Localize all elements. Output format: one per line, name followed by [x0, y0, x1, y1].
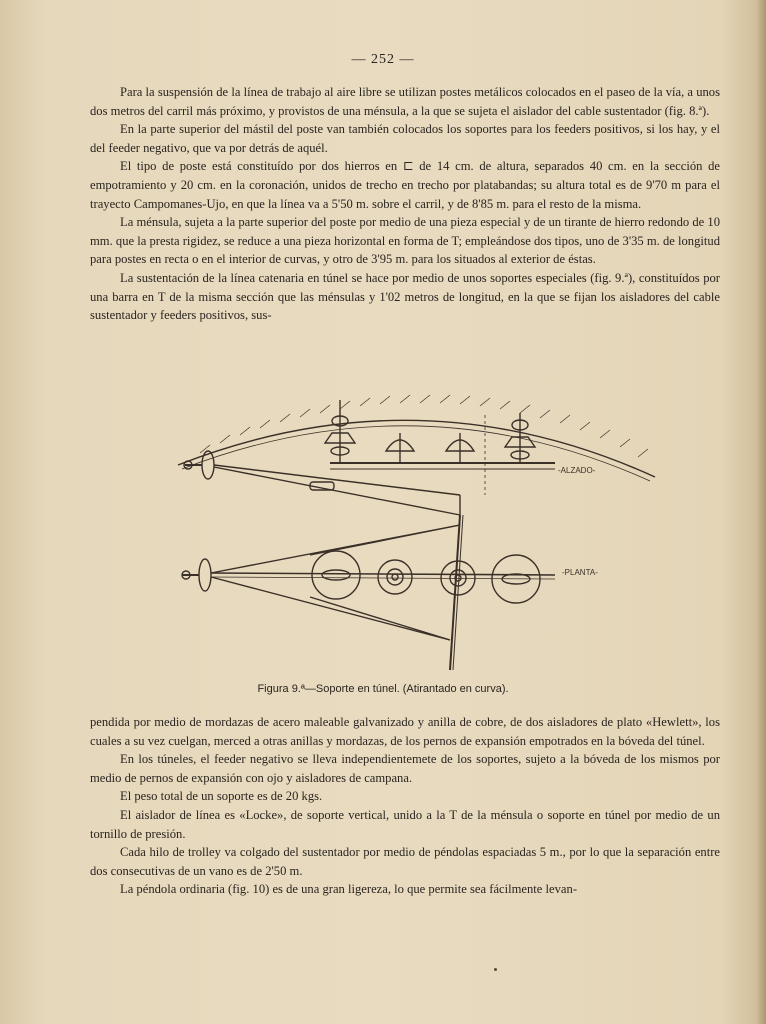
plan-insulator-2 [378, 560, 412, 594]
paragraph: La ménsula, sujeta a la parte superior del poste por medio de una pieza especial y de un tirante de hierro redondo de 10 mm. que la presta rigidez, se reduce a una pieza horizontal en forma de T; empleándose dos tipos, uno de 3'35 m. de longitud para postes en recta o en el interior de curvas, y otro de 3'95 m. para los situados al exterior de éstas. [90, 215, 720, 267]
wall-insulator-left [184, 451, 214, 479]
paragraph: Para la suspensión de la línea de trabajo al aire libre se utilizan postes metálicos colocados en el paseo de la vía, a unos dos metros del carril más próximo, y provistos de una ménsula, a la que se sujeta el aislador del cable sustentador (fig. 8.ª). [90, 85, 720, 118]
label-planta: -PLANTA- [562, 568, 598, 577]
paragraph: En los túneles, el feeder negativo se lleva independientemete de los soportes, sujeto a la bóveda de los mismos por medio de pernos de expansión con ojo y aisladores de campana. [90, 752, 720, 785]
paragraph: pendida por medio de mordazas de acero maleable galvanizado y anilla de cobre, de dos aisladores de plato «Hewlett», los cuales a su vez cuelgan, merced a otras anillas y mordazas, de los pernos de expansión empotrados en la bóveda del túnel. [90, 715, 720, 748]
plan-insulator-1 [312, 551, 360, 599]
figure-caption: Figura 9.ª—Soporte en túnel. (Atirantado en curva). [257, 683, 509, 695]
paragraph: La péndola ordinaria (fig. 10) es de una gran ligereza, lo que permite sea fácilmente levan- [120, 882, 578, 897]
paragraph: En la parte superior del mástil del poste van también colocados los soportes para los feeders positivos, si los hay, y el del feeder negativo, que va por detrás de aquél. [90, 122, 720, 155]
figure-tunnel-support [160, 385, 680, 685]
page-number: — 252 — [351, 52, 415, 67]
paragraph: El tipo de poste está constituído por dos hierros en ⊏ de 14 cm. de altura, separados 40 cm. en la sección de empotramiento y 20 cm. en la coronación, unidos de trecho en trecho por platabandas; su altura total es de 9'70 m para el trayecto Campomanes-Ujo, en que la línea va a 5'50 m. sobre el carril, y de 8'85 m. para el resto de la misma. [90, 159, 720, 211]
wall-insulator-plan [182, 559, 211, 591]
ink-speck [494, 968, 497, 971]
paragraph: La sustentación de la línea catenaria en túnel se hace por medio de unos soportes especiales (fig. 9.ª), constituídos por una barra en T de la misma sección que las ménsulas y 1'02 metros de longitud, en la que se fijan los aisladores del cable sustentador y feeders positivos, sus- [90, 270, 720, 323]
body-text-top [90, 83, 720, 325]
bell-insulator-2 [446, 433, 474, 463]
page-edge-shadow [756, 0, 766, 1024]
paragraph: El aislador de línea es «Locke», de soporte vertical, unido a la T de la ménsula o soporte en túnel por medio de un tornillo de presión. [90, 807, 720, 841]
paragraph: Cada hilo de trolley va colgado del sustentador por medio de péndolas espaciadas 5 m., por lo que la separación entre dos consecutivas de un vano es de 2'50 m. [90, 845, 720, 878]
paragraph: El peso total de un soporte es de 20 kgs. [120, 789, 323, 804]
label-alzado: -ALZADO- [558, 466, 596, 475]
t-bar-plan [211, 573, 555, 575]
body-text-bottom [90, 713, 720, 899]
tunnel-support-drawing [160, 385, 680, 685]
bell-insulator-1 [386, 433, 414, 463]
